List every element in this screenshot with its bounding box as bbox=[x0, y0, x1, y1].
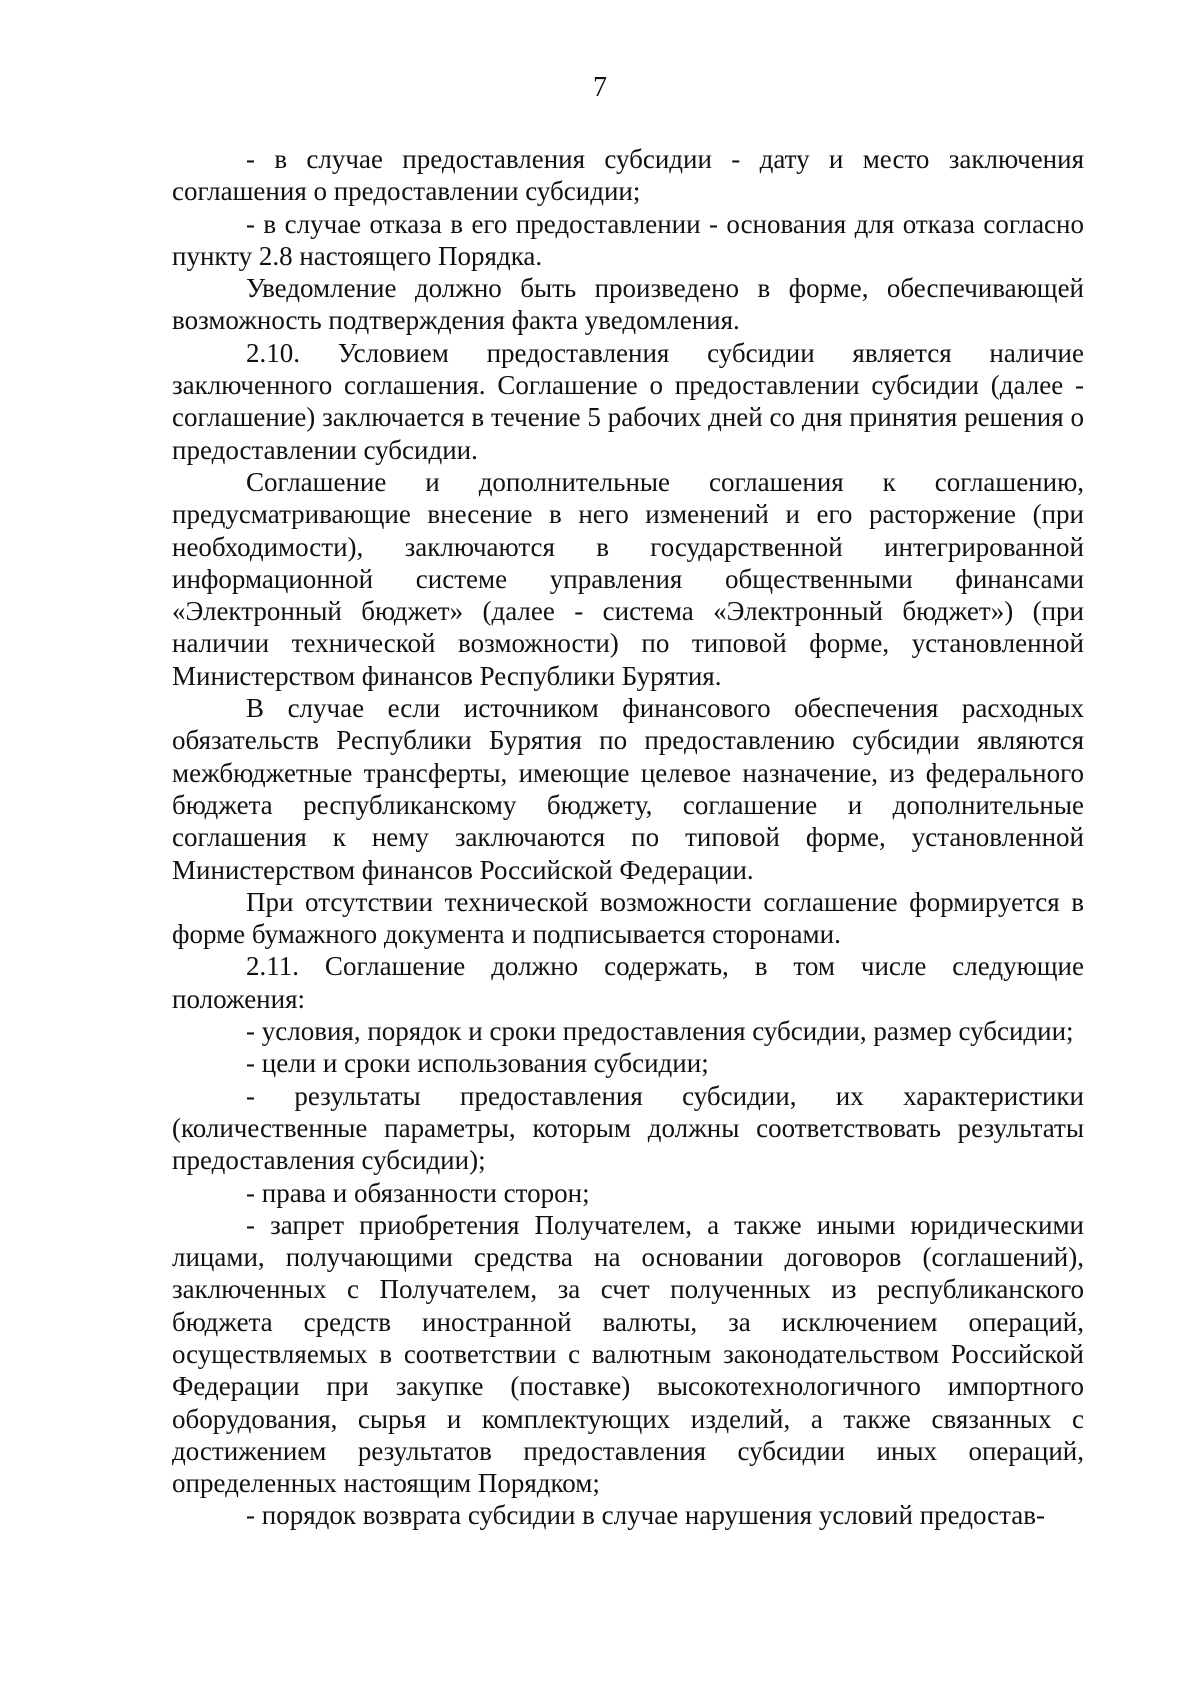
page-number: 7 bbox=[593, 72, 607, 103]
paragraph-agreement-system: Соглашение и дополнительные соглашения к соглашению, предусматривающие внесение в него изменений и его расторжение (при необходимости), заключаются в государственной интегрированной информационной системе управления общественными финансами «Электронный бюджет» (далее - система «Электронный бюджет») (при наличии технической возможности) по типовой форме, установленной Министерством финансов Республики Бурятия. bbox=[172, 466, 1084, 691]
paragraph-2-11: 2.11. Соглашение должно содержать, в том числе следующие положения: bbox=[172, 951, 1084, 1014]
document-body bbox=[172, 143, 1084, 1532]
paragraph-2-10: 2.10. Условием предоставления субсидии является наличие заключенного соглашения. Соглашение о предоставлении субсидии (далее - соглашение) заключается в течение 5 рабочих дней со дня принятия решения о предоставлении субсидии. bbox=[172, 337, 1084, 465]
paragraph-notice-refusal: - в случае отказа в его предоставлении - основания для отказа согласно пункту 2.8 настоящего Порядка. bbox=[172, 208, 1084, 271]
paragraph-federal-transfers: В случае если источником финансового обеспечения расходных обязательств Республики Бурятия по предоставлению субсидии являются межбюджетные трансферты, имеющие целевое назначение, из федерального бюджета республиканскому бюджету, соглашение и дополнительные соглашения к нему заключаются по типовой форме, установленной Министерством финансов Российской Федерации. bbox=[172, 693, 1084, 885]
paragraph-notice-agreement: - в случае предоставления субсидии - дату и место заключения соглашения о предоставлении субсидии; bbox=[172, 144, 1084, 207]
list-item-currency-ban: - запрет приобретения Получателем, а также иными юридическими лицами, получающими средства на основании договоров (соглашений), заключенных с Получателем, за счет полученных из республиканского бюджета средств иностранной валюты, за исключением операций, осуществляемых в соответствии с валютным законодательством Российской Федерации при закупке (поставке) высокотехнологичного импортного оборудования, сырья и комплектующих изделий, а также связанных с достижением результатов предоставления субсидии иных операций, определенных настоящим Порядком; bbox=[172, 1209, 1084, 1499]
list-item-conditions: - условия, порядок и сроки предоставления субсидии, размер субсидии; bbox=[246, 1016, 1074, 1047]
list-item-results: - результаты предоставления субсидии, их характеристики (количественные параметры, которым должны соответствовать результаты предоставления субсидии); bbox=[172, 1080, 1084, 1176]
list-item-rights: - права и обязанности сторон; bbox=[246, 1177, 590, 1208]
list-item-return-order: - порядок возврата субсидии в случае нарушения условий предостав- bbox=[246, 1500, 1046, 1531]
list-item-goals: - цели и сроки использования субсидии; bbox=[246, 1048, 709, 1079]
paragraph-paper-document: При отсутствии технической возможности соглашение формируется в форме бумажного документа и подписывается сторонами. bbox=[172, 886, 1084, 950]
paragraph-notice-form: Уведомление должно быть произведено в форме, обеспечивающей возможность подтверждения факта уведомления. bbox=[172, 273, 1084, 336]
